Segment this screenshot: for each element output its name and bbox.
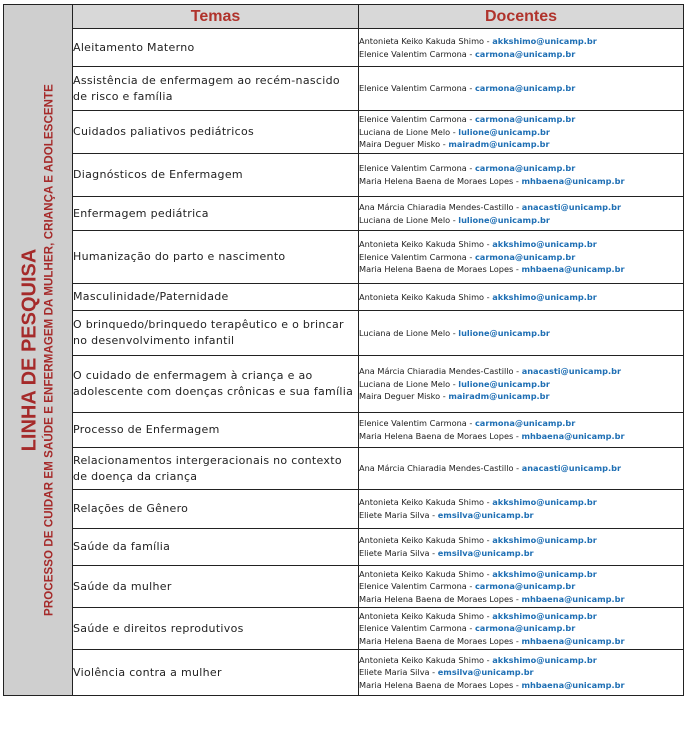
docentes-cell — [359, 111, 684, 154]
tema-cell: Saúde da mulher — [73, 566, 359, 608]
docente-email-link[interactable]: akkshimo@unicamp.br — [492, 568, 597, 579]
docente-name: Elenice Valentim Carmona - — [359, 163, 475, 174]
docente-name: Maria Helena Baena de Moraes Lopes - — [359, 431, 522, 441]
table-row — [4, 311, 684, 356]
tema-cell: Humanização do parto e nascimento — [73, 231, 359, 284]
docente-email-link[interactable]: anacasti@unicamp.br — [521, 201, 621, 212]
docente-entry — [359, 82, 683, 95]
docente-name: Antonieta Keiko Kakuda Shimo - — [359, 497, 493, 508]
docente-name: Elenice Valentim Carmona - — [359, 114, 475, 125]
docente-entry — [359, 263, 683, 276]
docente-entry — [359, 654, 683, 667]
tema-cell: Cuidados paliativos pediátricos — [73, 111, 359, 154]
docente-email-link[interactable]: emsilva@unicamp.br — [437, 667, 534, 678]
table-row — [4, 356, 684, 413]
docente-email-link[interactable]: mhbaena@unicamp.br — [521, 635, 625, 646]
tema-cell: O cuidado de enfermagem à criança e ao adolescente com doenças crônicas e sua família — [73, 356, 359, 413]
docente-email-link[interactable]: carmona@unicamp.br — [474, 251, 576, 262]
tema-cell: Relações de Gênero — [73, 490, 359, 529]
docente-email-link[interactable]: mhbaena@unicamp.br — [521, 176, 625, 186]
docentes-cell — [359, 608, 684, 650]
table-row — [4, 111, 684, 154]
docente-email-link[interactable]: mhbaena@unicamp.br — [521, 431, 625, 441]
docente-name: Eliete Maria Silva - — [359, 667, 438, 678]
tema-cell: Relacionamentos intergeracionais no contexto de doença da criança — [73, 448, 359, 490]
docente-name: Elenice Valentim Carmona - — [359, 623, 475, 634]
tema-cell: Assistência de enfermagem ao recém-nascido de risco e família — [73, 67, 359, 111]
docente-name: Maira Deguer Misko - — [359, 139, 449, 150]
docente-email-link[interactable]: akkshimo@unicamp.br — [492, 610, 597, 621]
docentes-cell — [359, 231, 684, 284]
tema-cell: Saúde e direitos reprodutivos — [73, 608, 359, 650]
docente-name: Ana Márcia Chiaradia Mendes-Castillo - — [359, 463, 522, 474]
table-row — [4, 490, 684, 529]
docente-entry — [359, 635, 683, 648]
docente-entry — [359, 462, 683, 475]
docente-email-link[interactable]: mhbaena@unicamp.br — [521, 593, 625, 604]
docente-email-link[interactable]: akkshimo@unicamp.br — [492, 35, 597, 46]
docente-entry — [359, 35, 683, 48]
tema-cell: Enfermagem pediátrica — [73, 197, 359, 231]
research-table — [3, 4, 684, 696]
docente-name: Luciana de Lione Melo - — [359, 327, 459, 338]
docente-name: Maria Helena Baena de Moraes Lopes - — [359, 176, 522, 186]
docente-name: Maria Helena Baena de Moraes Lopes - — [359, 635, 522, 646]
docente-entry — [359, 138, 683, 151]
docente-email-link[interactable]: akkshimo@unicamp.br — [492, 654, 597, 665]
docente-name: Eliete Maria Silva - — [359, 548, 438, 558]
table-row — [4, 154, 684, 197]
docente-name: Ana Márcia Chiaradia Mendes-Castillo - — [359, 201, 522, 212]
docente-entry — [359, 547, 683, 560]
docente-entry — [359, 327, 683, 340]
docentes-cell — [359, 29, 684, 67]
table-row — [4, 566, 684, 608]
docente-entry — [359, 251, 683, 264]
tema-cell: Diagnósticos de Enfermagem — [73, 154, 359, 197]
docente-email-link[interactable]: mhbaena@unicamp.br — [521, 679, 625, 690]
docente-email-link[interactable]: mairadm@unicamp.br — [448, 391, 550, 402]
docente-name: Antonieta Keiko Kakuda Shimo - — [359, 654, 493, 665]
docentes-cell — [359, 311, 684, 356]
docente-entry — [359, 666, 683, 679]
tema-cell: Violência contra a mulher — [73, 650, 359, 696]
docentes-cell — [359, 284, 684, 311]
docente-email-link[interactable]: emsilva@unicamp.br — [437, 510, 534, 520]
docente-entry — [359, 126, 683, 139]
docente-entry — [359, 365, 683, 378]
docente-entry — [359, 201, 683, 214]
docente-name: Maira Deguer Misko - — [359, 391, 449, 402]
docentes-cell — [359, 154, 684, 197]
docente-name: Elenice Valentim Carmona - — [359, 83, 475, 94]
tema-cell: Aleitamento Materno — [73, 29, 359, 67]
docente-entry — [359, 679, 683, 692]
docente-entry — [359, 534, 683, 547]
docentes-cell — [359, 566, 684, 608]
docente-entry — [359, 593, 683, 606]
docente-email-link[interactable]: carmona@unicamp.br — [474, 418, 576, 429]
docente-email-link[interactable]: carmona@unicamp.br — [474, 114, 576, 125]
docente-entry — [359, 417, 683, 430]
table-row — [4, 413, 684, 448]
docente-email-link[interactable]: carmona@unicamp.br — [474, 581, 576, 592]
table-row — [4, 231, 684, 284]
docente-name: Antonieta Keiko Kakuda Shimo - — [359, 291, 493, 302]
docentes-cell — [359, 490, 684, 529]
docente-entry — [359, 378, 683, 391]
docente-entry — [359, 238, 683, 251]
docentes-cell — [359, 356, 684, 413]
docente-email-link[interactable]: lulione@unicamp.br — [458, 327, 550, 338]
side-label — [18, 20, 59, 680]
docente-name: Elenice Valentim Carmona - — [359, 418, 475, 429]
docente-email-link[interactable]: carmona@unicamp.br — [474, 623, 576, 634]
docente-entry — [359, 580, 683, 593]
table-row — [4, 197, 684, 231]
docente-email-link[interactable]: emsilva@unicamp.br — [437, 548, 534, 558]
docente-name: Antonieta Keiko Kakuda Shimo - — [359, 35, 493, 46]
tema-cell: Masculinidade/Paternidade — [73, 284, 359, 311]
docente-entry — [359, 622, 683, 635]
docente-email-link[interactable]: anacasti@unicamp.br — [521, 366, 621, 377]
docente-email-link[interactable]: anacasti@unicamp.br — [521, 463, 621, 474]
docente-name: Maria Helena Baena de Moraes Lopes - — [359, 593, 522, 604]
docentes-cell — [359, 197, 684, 231]
docentes-cell — [359, 413, 684, 448]
docente-email-link[interactable]: lulione@unicamp.br — [458, 214, 550, 225]
docente-entry — [359, 390, 683, 403]
docente-name: Elenice Valentim Carmona - — [359, 251, 475, 262]
docente-email-link[interactable]: mhbaena@unicamp.br — [521, 264, 625, 275]
docente-name: Antonieta Keiko Kakuda Shimo - — [359, 239, 493, 250]
docente-name: Luciana de Lione Melo - — [359, 126, 459, 137]
docente-entry — [359, 175, 683, 188]
side-subtitle: PROCESSO DE CUIDAR EM SAÚDE E ENFERMAGEM DA MULHER, CRIANÇA E ADOLESCENTE — [43, 84, 56, 616]
docente-email-link[interactable]: carmona@unicamp.br — [474, 83, 576, 94]
tema-cell: Processo de Enfermagem — [73, 413, 359, 448]
docentes-cell — [359, 67, 684, 111]
docente-entry — [359, 48, 683, 61]
side-title: LINHA DE PESQUISA — [18, 248, 41, 452]
docente-entry — [359, 113, 683, 126]
header-temas: Temas — [73, 5, 359, 29]
docente-name: Maria Helena Baena de Moraes Lopes - — [359, 264, 522, 275]
docente-email-link[interactable]: carmona@unicamp.br — [474, 48, 576, 59]
side-label-cell — [4, 5, 73, 696]
docente-name: Luciana de Lione Melo - — [359, 214, 459, 225]
docente-email-link[interactable]: akkshimo@unicamp.br — [492, 291, 597, 302]
docente-name: Elenice Valentim Carmona - — [359, 581, 475, 592]
docentes-cell — [359, 448, 684, 490]
docente-name: Eliete Maria Silva - — [359, 510, 438, 520]
docente-entry — [359, 430, 683, 443]
docente-email-link[interactable]: mairadm@unicamp.br — [448, 139, 550, 150]
docente-name: Ana Márcia Chiaradia Mendes-Castillo - — [359, 366, 522, 377]
table-row — [4, 529, 684, 566]
docente-email-link[interactable]: akkshimo@unicamp.br — [492, 497, 597, 508]
docente-email-link[interactable]: carmona@unicamp.br — [474, 163, 576, 174]
docente-name: Luciana de Lione Melo - — [359, 378, 459, 389]
header-row — [4, 5, 684, 29]
table-row — [4, 650, 684, 696]
docente-email-link[interactable]: lulione@unicamp.br — [458, 126, 550, 137]
header-docentes: Docentes — [359, 5, 684, 29]
docente-entry — [359, 610, 683, 623]
docentes-cell — [359, 529, 684, 566]
docente-entry — [359, 509, 683, 522]
docente-entry — [359, 496, 683, 509]
docente-email-link[interactable]: akkshimo@unicamp.br — [492, 535, 597, 546]
docente-name: Elenice Valentim Carmona - — [359, 48, 475, 59]
docente-entry — [359, 568, 683, 581]
docente-entry — [359, 291, 683, 304]
docentes-cell — [359, 650, 684, 696]
docente-name: Antonieta Keiko Kakuda Shimo - — [359, 610, 493, 621]
docente-name: Antonieta Keiko Kakuda Shimo - — [359, 535, 493, 546]
docente-entry — [359, 214, 683, 227]
tema-cell: Saúde da família — [73, 529, 359, 566]
docente-entry — [359, 162, 683, 175]
tema-cell: O brinquedo/brinquedo terapêutico e o brincar no desenvolvimento infantil — [73, 311, 359, 356]
docente-email-link[interactable]: akkshimo@unicamp.br — [492, 239, 597, 250]
table-row — [4, 448, 684, 490]
table-row — [4, 284, 684, 311]
table-row — [4, 29, 684, 67]
table-row — [4, 67, 684, 111]
docente-name: Maria Helena Baena de Moraes Lopes - — [359, 679, 522, 690]
docente-name: Antonieta Keiko Kakuda Shimo - — [359, 568, 493, 579]
table-row — [4, 608, 684, 650]
docente-email-link[interactable]: lulione@unicamp.br — [458, 378, 550, 389]
